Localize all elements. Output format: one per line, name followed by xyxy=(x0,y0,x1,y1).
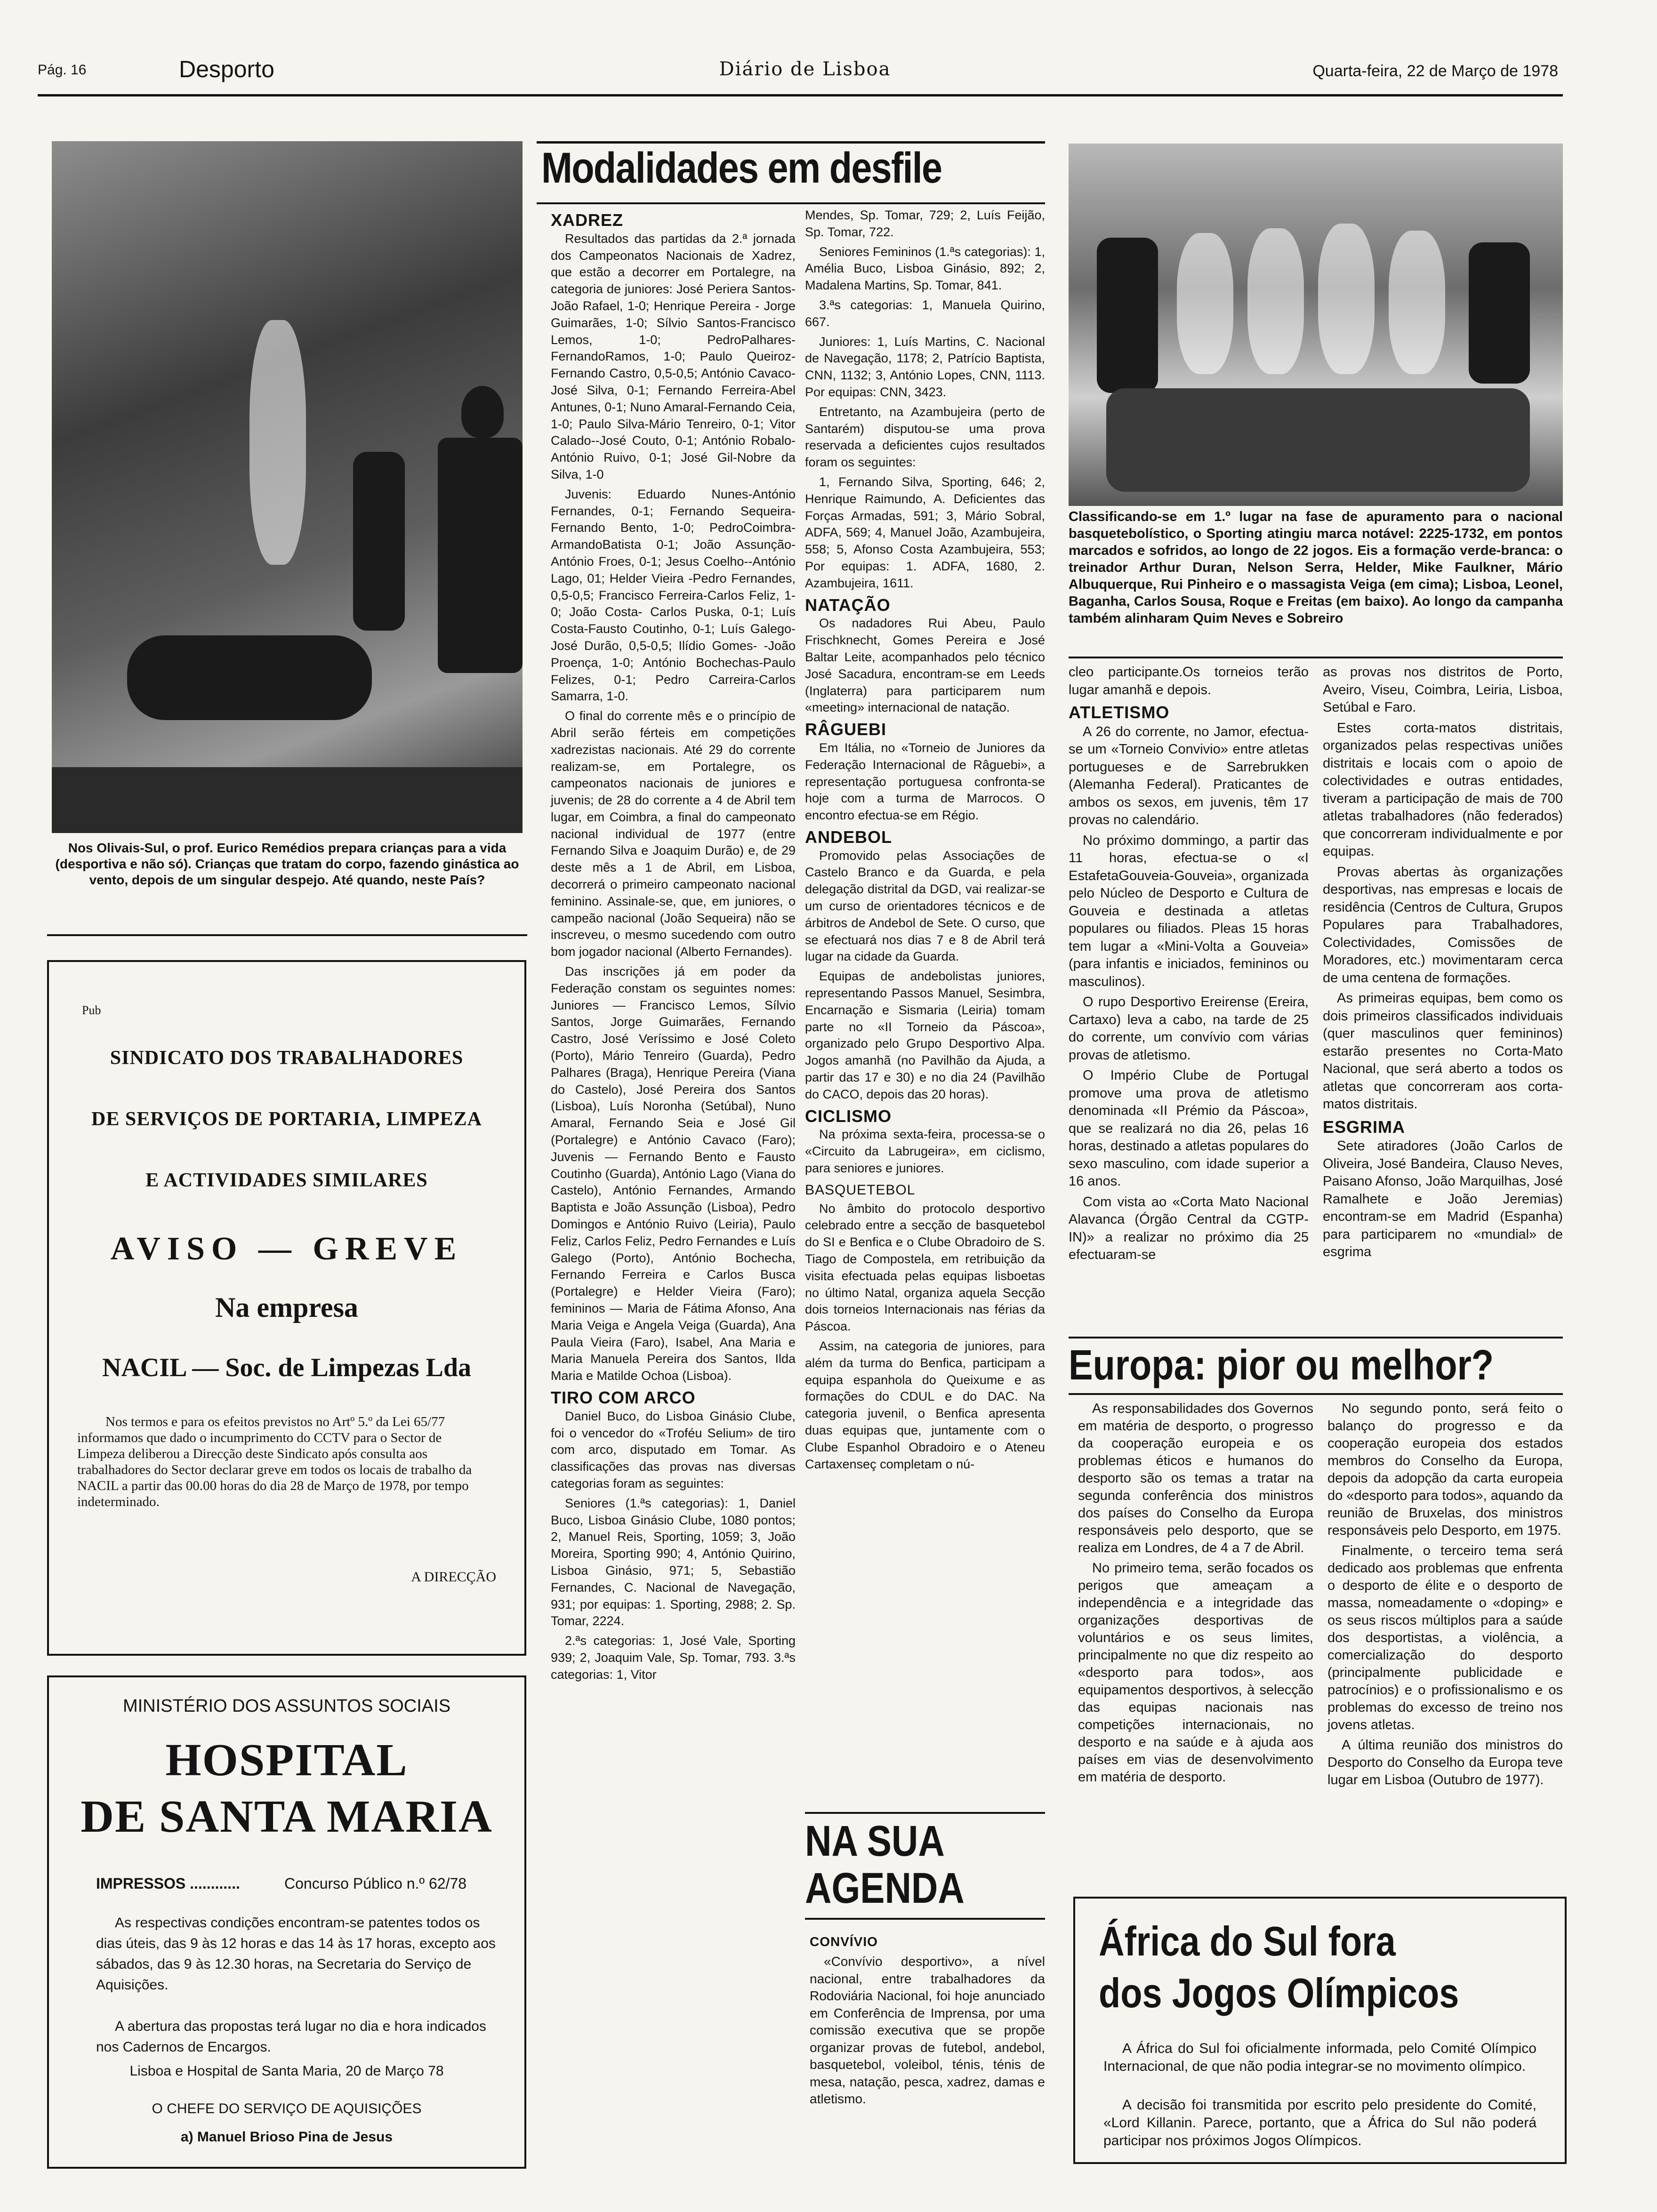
basquetebol-cont: cleo participante.Os torneios terão lugar amanhã e depois. xyxy=(1069,665,1309,697)
atletismo-heading: ATLETISMO xyxy=(1069,703,1170,722)
europa-top-rule xyxy=(1069,1337,1563,1338)
ad-pub-label: Pub xyxy=(82,1003,101,1017)
photo-sporting-team xyxy=(1069,144,1563,506)
atletismo-p6: as provas nos distritos de Porto, Aveiro, Viseu, Coimbra, Leiria, Lisboa, Setúbal e Faro. xyxy=(1323,665,1563,715)
basquetebol-p1: No âmbito do protocolo desportivo celebrado entre a secção de basquetebol do SI e Benfica e o Clube Obradoiro de S. Tiago de Compostela, em retribuição da visita efectuada pelas equipas lisboetas no último Natal, organiza aquela Secção dois torneios Internacionais nas férias da Páscoa. xyxy=(805,1201,1045,1334)
basquetebol-heading: BASQUETEBOL xyxy=(805,1182,916,1198)
xadrez-p1: Resultados das partidas da 2.ª jornada dos Campeonatos Nacionais de Xadrez, que estão a decorrer em Portalegre, na categoria de juniores: José Periera Santos-João Rafael, 1-0; Henrique Pereira - Jorge Guimarães, 1-0; Sílvio Santos-Francisco Lemos, 1-0; PedroPalhares-FernandoRamos, 1-0; Paulo Queiroz-Fernando Castro, 0,5-0,5; António Cavaco-José Silva, 0-1; Fernando Ferreira-Abel Antunes, 0-1; Nuno Amaral-Fernando Ceia, 1-0; Paulo Silva-Mário Tenreiro, 0-1; Vitor Calado--José Couto, 0-1; António Robalo-António Ruivo, 0-1; José Gil-Nobre da Silva, 1-0 xyxy=(551,231,796,481)
europa-col2 xyxy=(1327,1400,1563,1805)
section-title: Desporto xyxy=(179,56,274,82)
europa-p1: As responsabilidades dos Governos em matéria de desporto, o progresso da cooperação europeia e os problemas éticos e humanos do desporto são os temas a tratar na segunda conferência dos ministros dos países do Conselho da Europa responsáveis pelo desporto, que se realiza em Londres, de 4 a 7 de Abril. xyxy=(1078,1401,1313,1555)
ad-union-line3: E ACTIVIDADES SIMILARES xyxy=(145,1170,428,1191)
ad-union-line1: SINDICATO DOS TRABALHADORES xyxy=(110,1047,464,1069)
natacao-p: Os nadadores Rui Abeu, Paulo Frischknecht, Gomes Pereira e José Baltar Leite, acompanhados pelo técnico José Sacadura, encontram-se em Leeds (Inglaterra) para participarem num «meeting» internacional de natação. xyxy=(805,616,1045,715)
agenda-bottom-rule xyxy=(805,1918,1045,1920)
esgrima-heading: ESGRIMA xyxy=(1323,1117,1406,1137)
ad-ministerio: MINISTÉRIO DOS ASSUNTOS SOCIAIS xyxy=(122,1696,451,1716)
ad-aviso-greve-title: AVISO — GREVE xyxy=(110,1231,463,1267)
raguebi-heading: RÂGUEBI xyxy=(805,720,887,739)
africa-headline-2: dos Jogos Olímpicos xyxy=(1099,1970,1459,2016)
modalidades-col1 xyxy=(551,207,796,2193)
raguebi-p: Em Itália, no «Torneio de Juniores da Federação Internacional de Râguebi», a representação portuguesa confronta-se hoje com a turma de Marrocos. O encontro efectua-se em Régio. xyxy=(805,740,1045,823)
modalidades-col4 xyxy=(1323,664,1563,1327)
ciclismo-heading: CICLISMO xyxy=(805,1106,892,1126)
atletismo-p1: A 26 do corrente, no Jamor, efectua-se um «Torneio Convivio» entre atletas portugueses e de Sarrebrukken (Alemanha Federal). Praticantes de ambos os sexos, em juvenis, têm 17 provas no calendário. xyxy=(1069,724,1309,827)
atletismo-p3: O rupo Desportivo Ereirense (Ereira, Cartaxo) leva a cabo, na tarde de 25 do corrente, um convívio com várias provas de atletismo. xyxy=(1069,994,1309,1063)
africa-p1: A África do Sul foi oficialmente informada, pelo Comité Olímpico Internacional, de que não podia integrar-se no movimento olímpico. xyxy=(1103,2041,1536,2074)
xadrez-heading: XADREZ xyxy=(551,210,624,230)
ad-aviso-greve xyxy=(47,960,526,1656)
europa-p3: No segundo ponto, será feito o balanço do progresso e da cooperação europeia dos estados membros do Conselho da Europa, depois da adopção da carta europeia do «desporto para todos», aquando da reunião de Bruxelas, dos ministros responsáveis pelo Desporto, em 1975. xyxy=(1327,1401,1563,1538)
andebol-heading: ANDEBOL xyxy=(805,827,892,847)
tiro-p9: 1, Fernando Silva, Sporting, 646; 2, Henrique Raimundo, A. Deficientes das Forças Armadas, 591; 3, Mário Sobral, ADFA, 569; 4, Manuel João, Azambujeira, 558; 5, Afonso Costa Azambujeira, 553; Por equipas: 1. ADFA, 1680, 2. Azambujeira, 1611. xyxy=(805,474,1045,590)
andebol-p1: Promovido pelas Associações de Castelo Branco e da Guarda, e pela delegação distrital da DGD, vai realizar-se um curso de orientadores técnicos e de árbitros de Andebol de Sete. O curso, que se efectuará nos dias 7 e 8 de Abril terá lugar na cidade da Guarda. xyxy=(805,848,1045,964)
agenda-title-1: NA SUA xyxy=(805,1817,945,1865)
tiro-p5: Seniores Femininos (1.ªs categorias): 1, Amélia Buco, Lisboa Ginásio, 892; 2, Madalena Martins, Sp. Tomar, 841. xyxy=(805,244,1045,293)
atletismo-p9: As primeiras equipas, bem como os dois primeiros classificados individuais (quer masculinos quer femininos) estarão presentes no Corta-Mato Nacional, que será aberto a todos os atletas que concorreram aos corta-matos distritais. xyxy=(1323,991,1563,1112)
agenda-title-2: AGENDA xyxy=(805,1864,965,1912)
tiro-p8: Entretanto, na Azambujeira (perto de Santarém) disputou-se uma prova reservada a deficientes cujos resultados foram os seguintes: xyxy=(805,404,1045,470)
africa-headline-1: África do Sul fora xyxy=(1099,1918,1396,1964)
ad-hospital-p1: As respectivas condições encontram-se patentes todos os dias úteis, das 9 às 12 horas e das 14 às 17 horas, excepto aos sábados, das 9 às 12.30 horas, na Secretaria do Serviço de Aquisições. xyxy=(96,1915,496,1993)
xadrez-p3: O final do corrente mês e o princípio de Abril serão férteis em competições xadrezistas nacionais. Até 29 do corrente realizam-se, em Portalegre, os campeonatos nacionais de juniores e juvenis; de 28 do corrente a 4 de Abril tem lugar, em Coimbra, a final do campeonato nacional individual de 1977 (entre Fernando Silva e Joaquim Durão) e, de 29 deste mês a 1 de Abril, em Lisboa, decorrerá o primeiro campeonato nacional feminino. Assinale-se, que, em juniores, o campeão nacional (João Sequeira) não se inscreveu, o mesmo sucedendo com outro bom jogador nacional (Alberto Fernandes). xyxy=(551,709,796,959)
photo-left-caption: Nos Olivais-Sul, o prof. Eurico Remédios prepara crianças para a vida (desportiva e não só). Crianças que tratam do corpo, fazendo ginástica ao vento, depois de um singular despejo. Até quando, neste País? xyxy=(55,841,519,887)
europa-p2: No primeiro tema, serão focados os perigos que ameaçam a independência e a integridade das organizações desportivas de voluntários e os seus limites, principalmente no que diz respeito ao «desporto para todos», aos equipamentos desportivos, à selecção das equipas nacionais nas competições internacionais, no desporto e na saúde e à ajuda aos países em vias de desenvolvimento em matéria de desporto. xyxy=(1078,1561,1313,1785)
tiro-p4: Mendes, Sp. Tomar, 729; 2, Luís Feijão, Sp. Tomar, 722. xyxy=(805,208,1045,239)
modalidades-col2 xyxy=(805,207,1045,1471)
convivio-p: «Convívio desportivo», a nível nacional, entre trabalhadores da Rodoviária Nacional, foi hoje anunciado em Conferência de Imprensa, por uma comissão executiva que se propõe organizar provas de futebol, andebol, basquetebol, voleibol, ténis, ténis de mesa, natação, pesca, xadrez, damas e atletismo. xyxy=(810,1954,1045,2106)
ad-hospital-p2: A abertura das propostas terá lugar no dia e hora indicados nos Cadernos de Encargos. xyxy=(96,2019,486,2055)
ad-hospital-p3: Lisboa e Hospital de Santa Maria, 20 de Março 78 xyxy=(129,2063,444,2079)
photo-right-caption: Classificando-se em 1.º lugar na fase de apuramento para o nacional basquetebolístico, o Sporting atingiu marca notável: 2225-1732, em pontos marcados e sofridos, ao longo de 22 jogos. Eis a formação verde-branca: o treinador Arthur Duran, Nelson Serra, Helder, Mike Faulkner, Mário Albuquerque, Rui Pinheiro e o massagista Veiga (em cima); Lisboa, Leonel, Baganha, Carlos Sousa, Roque e Freitas (em baixo). Ao longo da campanha também alinharam Quim Neves e Sobreiro xyxy=(1069,509,1563,626)
xadrez-p4: Das inscrições já em poder da Federação constam os seguintes nomes: Juniores — Francisco Lemos, Sílvio Santos, Jorge Guimarães, Fernando Castro, José Veríssimo e José Coleto (Porto), Mário Tenreiro (Guarda), Pedro Palhares (Braga), Henrique Pereira (Viana do Castelo), José Pereira dos Santos (Lisboa), Luís Noronha (Setúbal), Nuno Amaral, Fernando Seia e José Gil (Portalegre) e António Cavaco (Faro); Juvenis — Fernando Bento e Fausto Coutinho (Guarda), António Lago (Viana do Castelo), António Fernandes, Armando Baptista e João Assunção (Lisboa), Pedro Domingos e António Ruivo (Leiria), Paulo Feliz, Carlos Feliz, Pedro Fernandes e Luís Galego (Porto), António Bochecha, Fernando Ferreira e Carlos Busca (Portalegre) e Helder Vieira (Faro); femininos — Maria de Fátima Afonso, Ana Maria Veiga e Angela Veiga (Guarda), Ana Paula Vieira (Faro), Isabel, Ana Maria e Maria Manuela Pereira dos Santos, Ilda Maria e Matilde Ochoa (Lisboa). xyxy=(551,964,796,1383)
atletismo-p2: No próximo dommingo, a partir das 11 horas, efectua-se o «I EstafetaGouveia-Gouveia», organizada pelo Núcleo de Desporto e Cultura de Gouveia e destinada a atletas populares ou filiados. Pleas 15 horas tem lugar a «Mini-Volta a Gouveia» (para infantis e iniciados, femininos ou masculinos). xyxy=(1069,833,1309,989)
masthead xyxy=(38,56,1558,88)
atletismo-p5: Com vista ao «Corta Mato Nacional Alavanca (Órgão Central da CGTP-IN)» a realizar no próximo dia 25 efectuaram-se xyxy=(1069,1194,1309,1262)
ad-hospital-title1: HOSPITAL xyxy=(165,1735,408,1786)
natacao-heading: NATAÇÃO xyxy=(805,595,891,615)
ad-union-line2: DE SERVIÇOS DE PORTARIA, LIMPEZA xyxy=(91,1108,482,1130)
europa-bottom-rule xyxy=(1069,1393,1563,1395)
ad-hospital-chefe: O CHEFE DO SERVIÇO DE AQUISIÇÕES xyxy=(152,2101,422,2116)
ad-hospital-signature: a) Manuel Brioso Pina de Jesus xyxy=(180,2129,393,2145)
tiro-p6: 3.ªs categorias: 1, Manuela Quirino, 667. xyxy=(805,297,1045,329)
modalidades-col3 xyxy=(1069,664,1309,1327)
ad-concurso: Concurso Público n.º 62/78 xyxy=(284,1875,467,1892)
europa-col1 xyxy=(1078,1400,1313,1805)
agenda-top-rule xyxy=(805,1812,1045,1814)
africa-box xyxy=(1073,1897,1567,2164)
modalidades-headline: Modalidades em desfile xyxy=(541,144,942,192)
basquetebol-p2: Assim, na categoria de juniores, para além da turma do Benfica, participam a equipa espanhola do Queixume e as formações do CDUL e do DAC. Na categoria juvenil, o Benfica apresenta duas equipas que, juntamente com o Clube Espanhol Obradoiro e o Ateneu Cartaxenseç completam o nú- xyxy=(805,1339,1045,1471)
africa-p2: A decisão foi transmitida por escrito pelo presidente do Comité, «Lord Killanin. Parece, portanto, que a África do Sul não poderá participar nos próximos Jogos Olímpicos. xyxy=(1103,2097,1536,2148)
andebol-p2: Equipas de andebolistas juniores, representando Passos Manuel, Sesimbra, Encarnação e Sismaria (Leiria) tomam parte no «II Torneio da Páscoa», organizado pelo Grupo Desportivo Alpa. Jogos amanhã (no Pavilhão da Ajuda, a partir das 17 e 30) e no dia 24 (Pavilhão do CACO, depois das 20 horas). xyxy=(805,969,1045,1101)
masthead-rule xyxy=(38,94,1563,96)
issue-date: Quarta-feira, 22 de Março de 1978 xyxy=(1312,62,1558,80)
ad-empresa: Na empresa xyxy=(215,1292,358,1323)
tiro-p7: Juniores: 1, Luís Martins, C. Nacional de Navegação, 1178; 2, Patrício Baptista, CNN, 1132; 3, António Lopes, CNN, 1113. Por equipas: CNN, 3423. xyxy=(805,334,1045,399)
europa-p5: A última reunião dos ministros do Desporto do Conselho da Europa teve lugar em Lisboa (Outubro de 1977). xyxy=(1327,1738,1563,1787)
esgrima-p: Sete atiradores (João Carlos de Oliveira, José Bandeira, Clauso Neves, Paisano Afonso, João Marquilhas, José Ramalhete e João Jeremias) encontram-se em Madrid (Espanha) para participarem no «mundial» de esgrima xyxy=(1323,1138,1563,1259)
tiro-p2: Seniores (1.ªs categorias): 1, Daniel Buco, Lisboa Ginásio Clube, 1080 pontos; 2, Manuel Reis, Sporting, 1059; 3, João Moreira, Sporting 990; 4, António Quirino, Lisboa Ginásio, 971; 5, Sebastião Fernandes, C. Nacional de Navegação, 931; por equipas: 1. Sporting, 2988; 2. Sp. Tomar, 2224. xyxy=(551,1496,796,1628)
newspaper-name: Diário de Lisboa xyxy=(719,58,891,80)
photo-olivais xyxy=(52,141,523,833)
atletismo-p8: Provas abertas às organizações desportivas, nas empresas e locais de residência (Centros de Cultura, Grupos Populares para Trabalhadores, Colectividades, Comissões de Moradores, etc.) movimentaram cerca de uma centena de formações. xyxy=(1323,864,1563,986)
convivio-heading: CONVÍVIO xyxy=(810,1934,878,1949)
ad-greve-signature: A DIRECÇÃO xyxy=(411,1569,496,1585)
page-number: Pág. 16 xyxy=(38,62,87,78)
ad-hospital-title2: DE SANTA MARIA xyxy=(80,1791,493,1842)
left-divider xyxy=(47,934,527,936)
ad-greve-body: Nos termos e para os efeitos previstos no Artº 5.º da Lei 65/77 informamos que dado o incumprimento do CCTV para o Sector de Limpeza deliberou a Direcção deste Sindicato após consulta aos trabalhadores do Sector declarar greve em todos os locais de trabalho da NACIL a partir das 00.00 horas do dia 28 de Março de 1978, por tempo indeterminado. xyxy=(77,1414,472,1509)
modalidades-bottom-rule xyxy=(537,202,1045,204)
right-photo-rule xyxy=(1069,657,1563,658)
tiro-p1: Daniel Buco, do Lisboa Ginásio Clube, foi o vencedor do «Troféu Selium» de tiro com arco, disputado em Tomar. As classificações das provas nas diversas categorias foram as seguintes: xyxy=(551,1409,796,1491)
ad-hospital-santa-maria xyxy=(47,1675,526,2169)
ciclismo-p: Na próxima sexta-feira, processa-se o «Circuito da Labrugeira», em ciclismo, para seniores e juniores. xyxy=(805,1127,1045,1176)
europa-headline: Europa: pior ou melhor? xyxy=(1069,1342,1494,1389)
ad-nacil: NACIL — Soc. de Limpezas Lda xyxy=(102,1353,472,1382)
tiro-heading: TIRO COM ARCO xyxy=(551,1387,696,1407)
atletismo-p4: O Império Clube de Portugal promove uma prova de atletismo denominada «II Prémio da Páscoa», que se realizará no dia 26, pelas 16 horas, destinado a atletas populares do sexo masculino, com idade superior a 16 anos. xyxy=(1069,1068,1309,1189)
ad-impressos: IMPRESSOS ............ xyxy=(96,1875,240,1892)
xadrez-p2: Juvenis: Eduardo Nunes-António Fernandes, 0-1; Fernando Sequeira-Fernando Bento, 1-0; PedroCoimbra-ArmandoBatista 0-1; João Assunção-António Froes, 0-1; Jesus Coelho--António Lago, 01; Helder Vieira -Pedro Fernandes, 0,5-0,5; Francisco Ferreira-Carlos Feliz, 1-0; João Costa- Carlos Puska, 0-1; Luís Costa-Fausto Coutinho, 0-1; Luís Galego-José Durão, 0,5-0,5; Ilídio Gomes- -João Proença, 1-0; António Bochechas-Paulo Felizes, 0-1; Pedro Carreira-Carlos Samarra, 1-0. xyxy=(551,487,796,704)
europa-p4: Finalmente, o terceiro tema será dedicado aos problemas que enfrenta o desporto de élite e o desporto de massa, nomeadamente o «doping» e os seus riscos múltiplos para a saúde dos desportistas, a violência, a comercialização do desporto (principalmente publicidade e patrocínios) e o profissionalismo e os problemas do excesso de treino nos jovens atletas. xyxy=(1327,1543,1563,1732)
atletismo-p7: Estes corta-matos distritais, organizados pelas respectivas uniões distritais e locais com o apoio de colectividades e outras entidades, tiveram a participação de mais de 700 atletas trabalhadores (não federados) que concorreram individualmente e por equipas. xyxy=(1323,720,1563,859)
tiro-p3: 2.ªs categorias: 1, José Vale, Sporting 939; 2, Joaquim Vale, Sp. Tomar, 793. 3.ªs categorias: 1, Vitor xyxy=(551,1634,796,1682)
